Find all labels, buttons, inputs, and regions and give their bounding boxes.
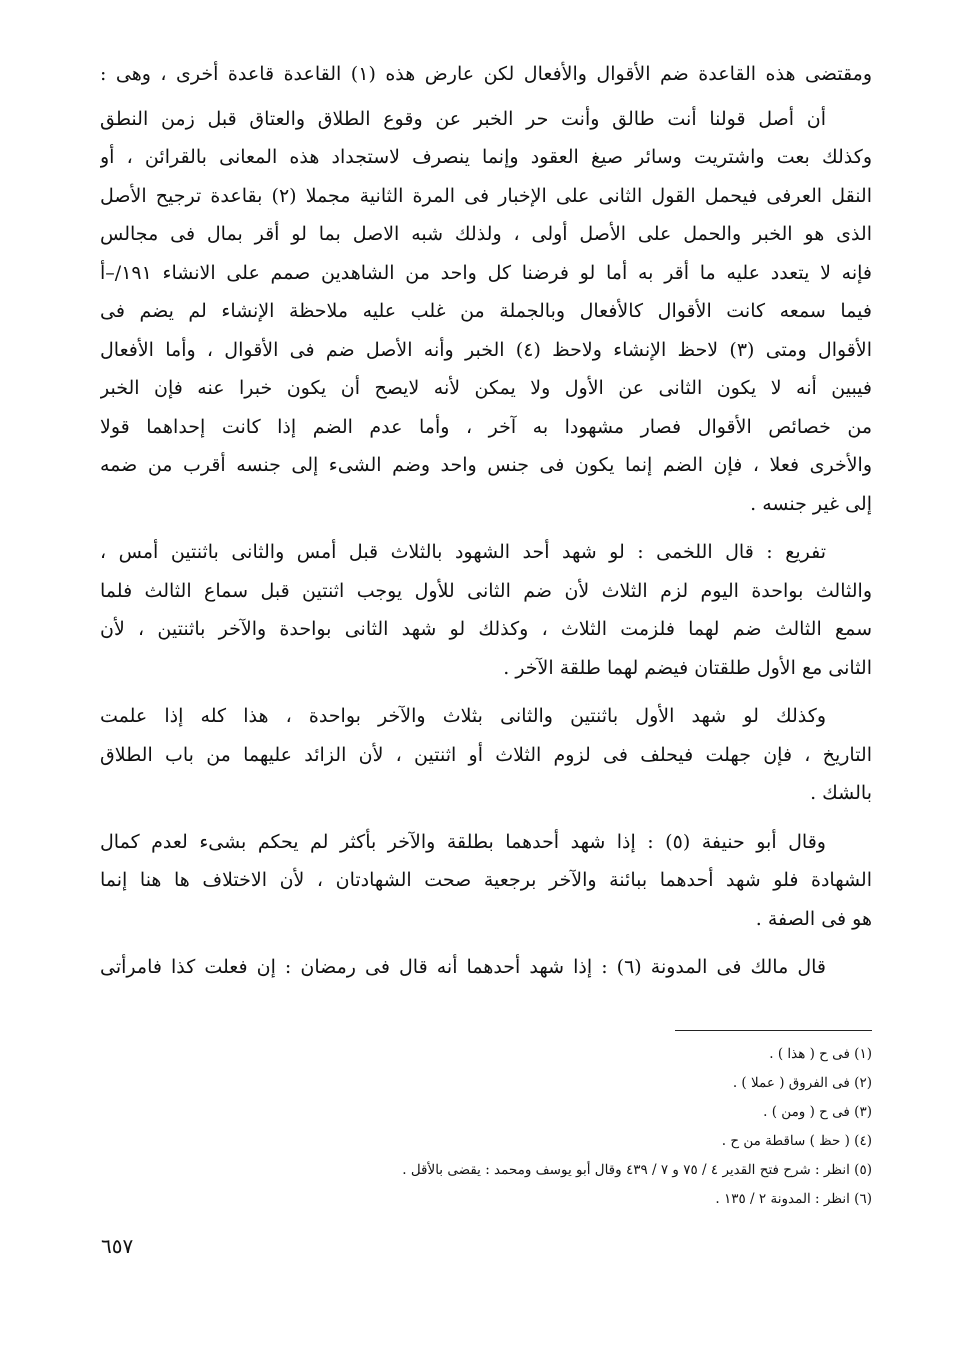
text-line: الأقوال ومتى (٣) لاحظ الإنشاء ولاحظ (٤) الخبر وأنه الأصل ضم فى الأقوال ، وأما الأفعال [100, 338, 872, 361]
footnote: (١) فى ح ( هذا ) . [769, 1046, 872, 1062]
text-line: الثانى مع الأول طلقتان فيضم لهما طلقة الآخر . [503, 656, 872, 679]
text-line: من خصائص الأقوال فصار مشهودا به آخر ، وأما عدم الضم إذا كانت إحداهما قولا [100, 415, 872, 438]
text-line: فإنه لا يتعدد عليه ما أقر به أما لو فرضنا كل واحد من الشاهدين صمم على الانشاء ١٩١/–أ [100, 261, 872, 284]
footnote: (٥) انظر : شرح فتح القدير ٤ / ٧٥ و ٧ / ٤٣٩ وقال أبو يوسف ومحمد : يقضى بالأقل . [402, 1162, 872, 1178]
text-line: هو فى الصفة . [755, 907, 872, 930]
text-line: الذى هو الخبر والحمل على الأصل أولى ، ولذلك شبه الاصل بما لو أقر بمال فى مجالس [100, 223, 872, 245]
text-line: وقال أبو حنيفة (٥) : إذا شهد أحدهما بطلقة والآخر بأكثر لم يحكم بشىء لعدم كمال [100, 830, 826, 853]
text-line: وكذلك لو شهد الأول باثنتين والثانى بثلاث والآخر بواحدة ، هذا كله إذا علمت [100, 705, 826, 727]
text-line: وكذلك بعت واشتريت وسائر صيغ العقود وإنما ينصرف لاستجداد هذه المعانى بالقرائن ، أو [100, 146, 872, 168]
page-number: ٦٥٧ [101, 1234, 134, 1258]
text-line: سمع الثالث ضم لهما فلزمت الثلاث ، وكذلك لو شهد الثانى بواحدة والآخر باثنتين ، لأن [100, 618, 872, 640]
text-line: ومقتضى هذه القاعدة ضم الأقوال والأفعال لكن عارض هذه (١) القاعدة قاعدة أخرى ، وهى : [100, 63, 872, 85]
main-text [100, 55, 872, 987]
footnote-separator [675, 1030, 872, 1031]
footnote: (٣) فى ح ( ومن ) . [763, 1104, 872, 1120]
text-line: إلى غير جنسه . [750, 492, 872, 515]
text-line: والأخرى فعلا ، فإن الضم إنما يكون فى جنس واحد وضم الشىء إلى جنسه أقرب من ضمه [100, 454, 872, 476]
text-line: فيما سمعه كانت الأقوال كالأفعال وبالجملة من غلب عليه ملاحظة الإنشاء لم يضم فى [100, 300, 872, 322]
text-line: قال مالك فى المدونة (٦) : إذا شهد أحدهما أنه قال فى رمضان : إن فعلت كذا فامرأتى [100, 956, 826, 978]
footnote: (٦) انظر : المدونة ٢ / ١٣٥ . [715, 1191, 872, 1207]
text-line: التاريخ ، فإن جهلت فيحلف فى لزوم الثلاث أو اثنتين ، لأن الزائد عليهما من باب الطلاق [100, 743, 872, 766]
text-line: فيبين أنه لا يكون الثانى عن الأول ولا يمكن لأنه لايصح أن يكون خبرا عنه فإن الخبر [100, 377, 872, 399]
footnote: (٢) فى الفروق ( عملا ) . [732, 1075, 872, 1091]
footnote: (٤) ( حظ ) ساقطة من ح . [721, 1133, 872, 1149]
text-line: تفريع : قال اللخمى : لو شهد أحد الشهود بالثلاث قبل أمس والثانى باثنتين أمس ، [100, 541, 826, 563]
text-line: والثالث بواحدة اليوم لزم الثلاث لأن ضم الثانى للأول يوجب اثنتين قبل سماع الثالث فلما [100, 579, 872, 602]
text-line: بالشك . [810, 782, 872, 804]
text-line: النقل العرفى فيحمل القول الثانى على الإخبار فى المرة الثانية مجملا (٢) بقاعدة ترجيح الأصل [100, 184, 872, 207]
footnotes [240, 1040, 872, 1214]
text-line: أن أصل قولنا أنت طالق وأنت حر الخبر عن وقوع الطلاق والعتاق قبل زمن النطق [100, 107, 826, 130]
text-line: الشهادة فلو شهد أحدهما ببائنة والآخر برجعية صحت الشهادتان ، لأن الاختلاف ها هنا إنما [100, 869, 872, 891]
